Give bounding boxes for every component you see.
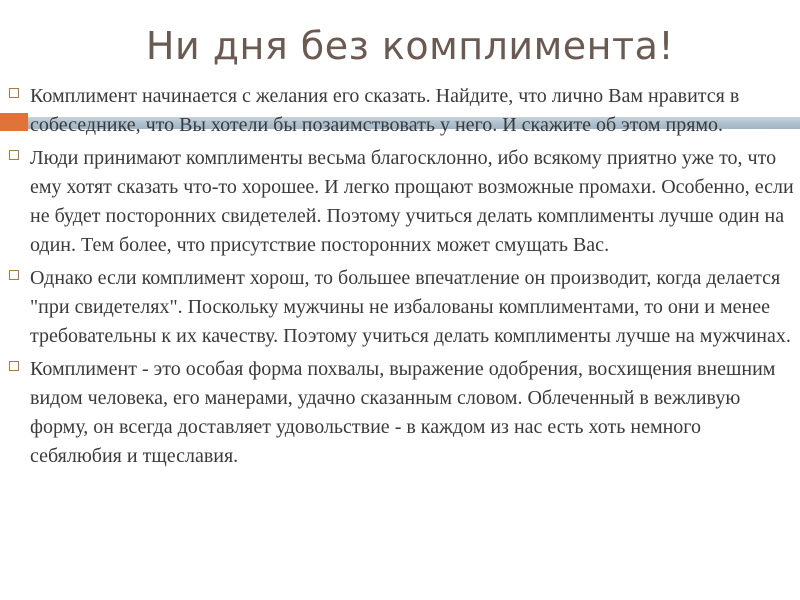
bullet-item bbox=[0, 144, 800, 260]
slide-title: Ни дня без комплимента! bbox=[145, 24, 675, 68]
bullet-text: Комплимент - это особая форма похвалы, выражение одобрения, восхищения внешним видом человека, его манерами, удачно сказанным словом. Облеченный в вежливую форму, он всегда доставляет удовольствие - в каждом из нас есть хоть немного себялюбия и тщеславия. bbox=[30, 358, 776, 467]
bullet-list bbox=[0, 82, 800, 475]
square-bullet-icon bbox=[9, 88, 19, 98]
bullet-text: Комплимент начинается с желания его сказать. Найдите, что лично Вам нравится в собеседнике, что Вы хотели бы позаимствовать у него. И скажите об этом прямо. bbox=[30, 85, 740, 136]
bullet-text: Люди принимают комплименты весьма благосклонно, ибо всякому приятно уже то, что ему хотят сказать что-то хорошее. И легко прощают возможные промахи. Особенно, если не будет посторонних свидетелей. Поэтому учиться делать комплименты лучше один на один. Тем более, что присутствие посторонних может смущать Вас. bbox=[30, 147, 794, 256]
bullet-item bbox=[0, 82, 800, 140]
bullet-text: Однако если комплимент хорош, то большее впечатление он производит, когда делается "при свидетелях". Поскольку мужчины не избалованы комплиментами, то они и менее требовательны к их качеству. Поэтому учиться делать комплименты лучше на мужчинах. bbox=[30, 267, 791, 347]
square-bullet-icon bbox=[9, 270, 19, 280]
square-bullet-icon bbox=[9, 361, 19, 371]
bullet-item bbox=[0, 355, 800, 471]
bullet-item bbox=[0, 264, 800, 351]
square-bullet-icon bbox=[9, 150, 19, 160]
